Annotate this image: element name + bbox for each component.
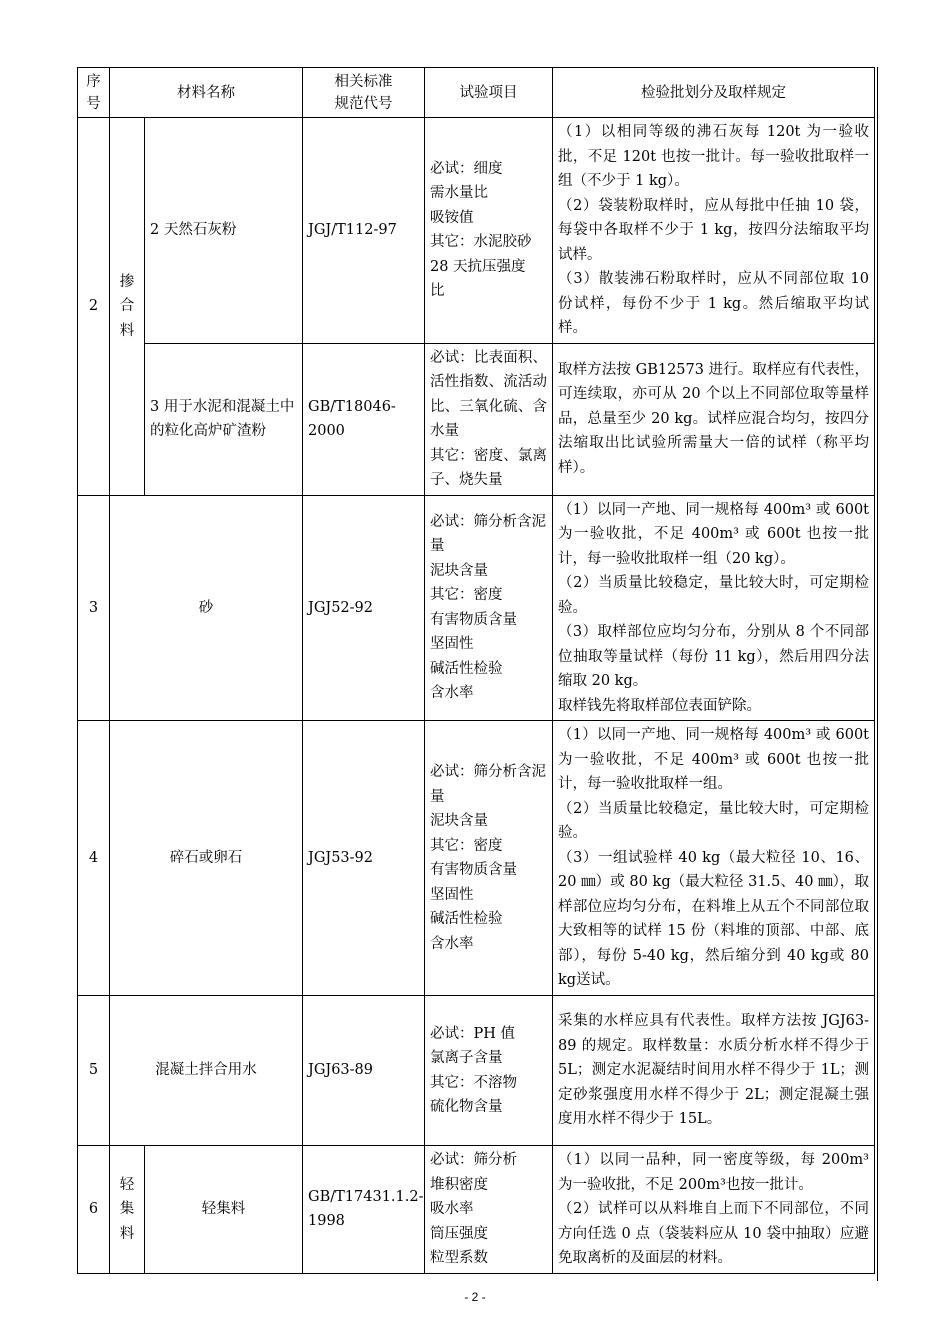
sampling-rules: （1）以同一品种，同一密度等级，每 200m³ 为一验收批，不足 200m³也按一批计。 （2）试样可以从料堆自上而下不同部位，不同方向任选 0 点（袋装料应从 10 袋中抽取）应避免取离析的及面层的材料。 [553, 1146, 875, 1274]
standard-code: JGJ53-92 [303, 721, 425, 996]
material-name: 混凝土拌合用水 [110, 996, 303, 1146]
test-items: 必试：PH 值 氯离子含量 其它：不溶物 硫化物含量 [425, 996, 553, 1146]
material-name: 碎石或卵石 [110, 721, 303, 996]
sampling-rules: 采集的水样应具有代表性。取样方法按 JGJ63-89 的规定。取样数量：水质分析水样不得少于 5L；测定水泥凝结时间用水样不得少于 1L；测定砂浆强度用水样不得少于 2L；测定混凝土强度用水样不得少于 15L。 [553, 996, 875, 1146]
group-label: 轻 集 料 [110, 1146, 145, 1274]
sampling-rules: （1）以同一产地、同一规格每 400m³ 或 600t 为一验收批，不足 400m³ 或 600t 也按一批计，每一验收批取样一组（20 kg）。 （2）当质量比较稳定，量比较大时，可定期检验。 （3）取样部位应均匀分布，分别从 8 个不同部位抽取等量试样（每份 11 kg），然后用四分法缩取 20 kg。 取样钱先将取样部位表面铲除。 [553, 495, 875, 721]
table-row [78, 996, 875, 1146]
row-no: 2 [78, 118, 110, 496]
standard-code: JGJ52-92 [303, 495, 425, 721]
material-name: 2 天然石灰粉 [145, 118, 303, 344]
row-no: 6 [78, 1146, 110, 1274]
table-row [78, 118, 875, 344]
test-items: 必试：细度 需水量比 吸铵值 其它：水泥胶砂 28 天抗压强度 比 [425, 118, 553, 344]
outer-border-line [877, 67, 878, 1281]
test-items: 必试：筛分析含泥量 泥块含量 其它：密度 有害物质含量 坚固性 碱活性检验 含水率 [425, 721, 553, 996]
standard-code: GB/T17431.1.2-1998 [303, 1146, 425, 1274]
sampling-rules: （1）以相同等级的沸石灰每 120t 为一验收批，不足 120t 也按一批计。每一验收批取样一组（不少于 1 kg）。 （2）袋装粉取样时，应从每批中任抽 10 袋，每袋中各取样不少于 1 kg，按四分法缩取平均试样。 （3）散装沸石粉取样时，应从不同部位取 10 份试样，每份不少于 1 kg。然后缩取平均试样。 [553, 118, 875, 344]
row-no: 5 [78, 996, 110, 1146]
header-standard-code: 相关标准 规范代号 [303, 68, 425, 118]
material-name: 轻集料 [145, 1146, 303, 1274]
test-items: 必试：筛分析 堆积密度 吸水率 筒压强度 粒型系数 [425, 1146, 553, 1274]
group-label: 掺 合 料 [110, 118, 145, 496]
row-no: 3 [78, 495, 110, 721]
material-name: 砂 [110, 495, 303, 721]
page-number: - 2 - [464, 1290, 486, 1304]
table-row [78, 495, 875, 721]
test-items: 必试：比表面积、活性指数、流活动比、三氧化硫、含水量 其它：密度、氯离子、烧失量 [425, 343, 553, 495]
sampling-rules: （1）以同一产地、同一规格每 400m³ 或 600t 为一验收批，不足 400m³ 或 600t 也按一批计，每一验收批取样一组。 （2）当质量比较稳定，量比较大时，可定期检验。 （3）一组试验样 40 kg（最大粒径 10、16、20 ㎜）或 80 kg（最大粒径 31.5、40 ㎜），取样部位应均匀分布，在料堆上从五个不同部位取大致相等的试样 15 份（料堆的顶部、中部、底部），每份 5-40 kg，然后缩分到 40 kg或 80 kg送试。 [553, 721, 875, 996]
table-row [78, 1146, 875, 1274]
material-name: 3 用于水泥和混凝土中的粒化高炉矿渣粉 [145, 343, 303, 495]
header-material-name: 材料名称 [110, 68, 303, 118]
sampling-spec-table [77, 67, 875, 1274]
sampling-rules: 取样方法按 GB12573 进行。取样应有代表性，可连续取，亦可从 20 个以上不同部位取等量样品，总量至少 20 kg。试样应混合均匀，按四分法缩取出比试验所需量大一倍的试样（称平均样）。 [553, 343, 875, 495]
table-header-row [78, 68, 875, 118]
standard-code: GB/T18046-2000 [303, 343, 425, 495]
header-no: 序 号 [78, 68, 110, 118]
table-row [78, 721, 875, 996]
test-items: 必试：筛分析含泥量 泥块含量 其它：密度 有害物质含量 坚固性 碱活性检验 含水率 [425, 495, 553, 721]
standard-code: JGJ63-89 [303, 996, 425, 1146]
row-no: 4 [78, 721, 110, 996]
header-test-items: 试验项目 [425, 68, 553, 118]
header-sampling-rules: 检验批划分及取样规定 [553, 68, 875, 118]
table-row [78, 343, 875, 495]
standard-code: JGJ/T112-97 [303, 118, 425, 344]
